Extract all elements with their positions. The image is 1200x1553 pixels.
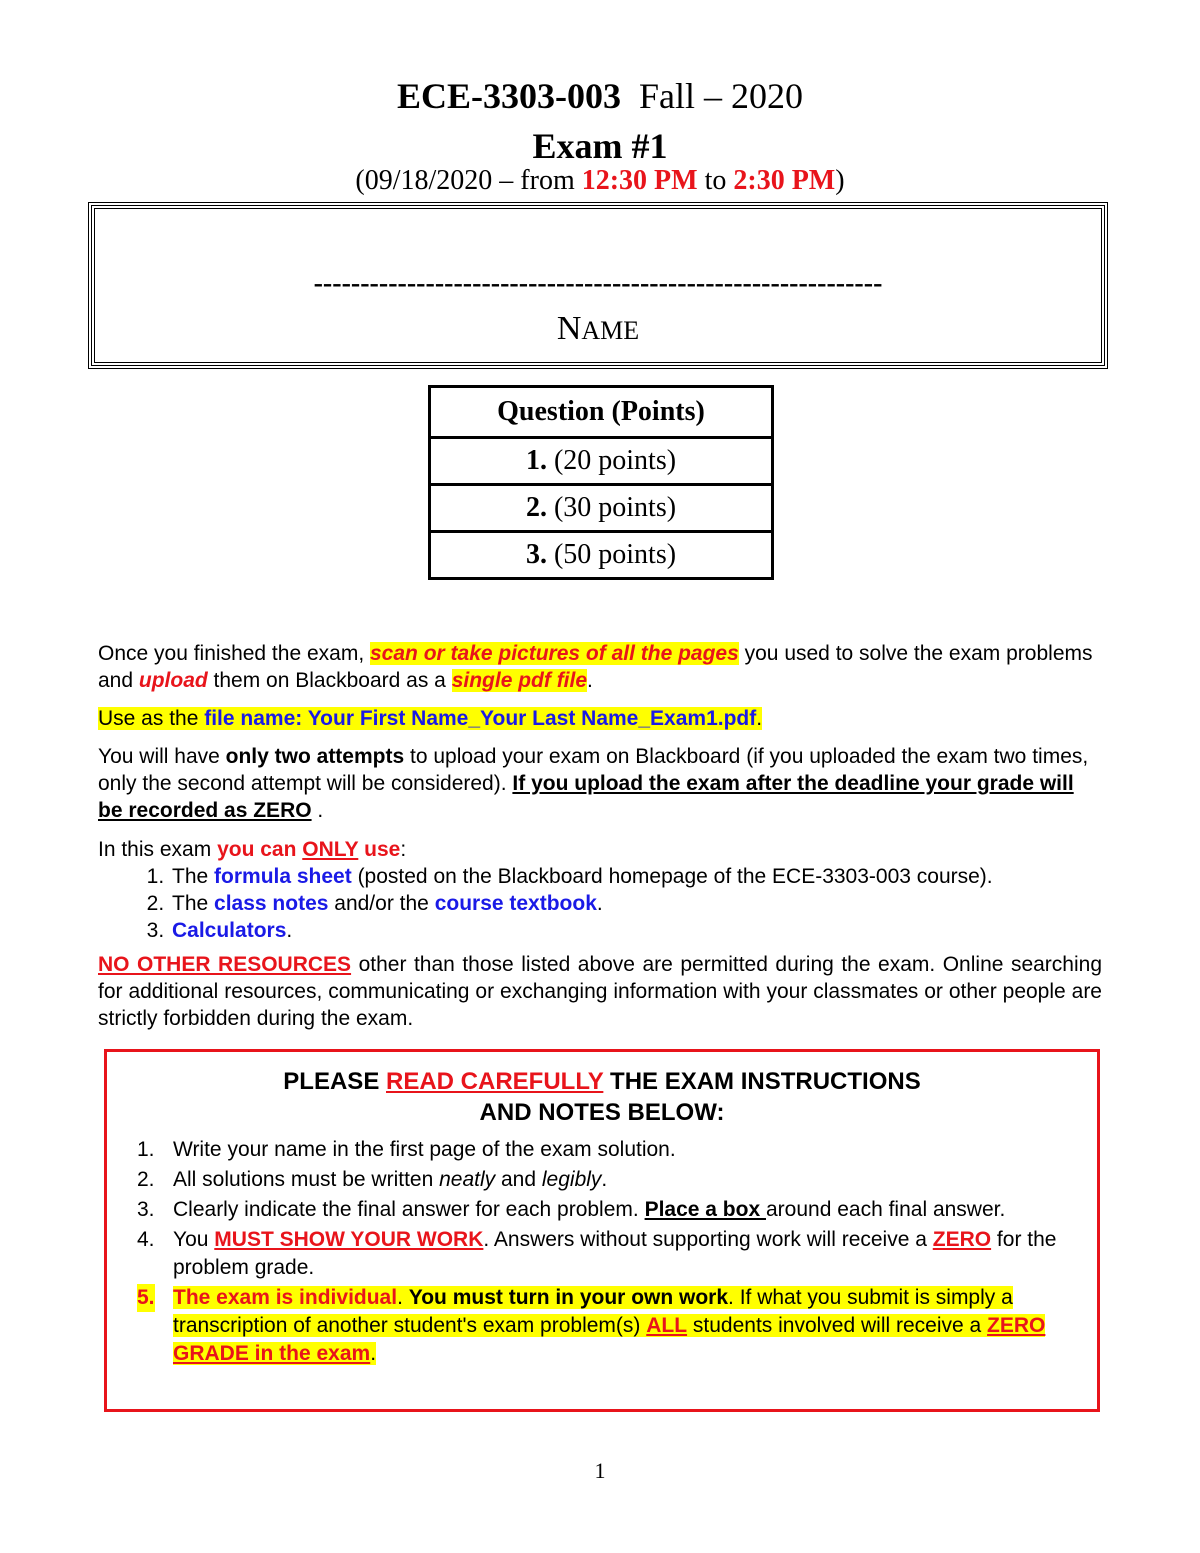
date-close: ) [835,165,845,196]
list-item: 2. The class notes and/or the course textbook. [170,890,1102,917]
name-label-first: N [556,310,582,347]
attempts-instructions: You will have only two attempts to upload your exam on Blackboard (if you uploaded the exam two times, only the second attempt will be considered). If you upload the exam after the deadline your grade will be recorded as ZERO . [98,745,1089,822]
allowed-list [98,863,1102,944]
scan-highlight: scan or take pictures of all the pages [370,642,739,665]
only-word: ONLY [302,838,359,861]
list-item: 4. You MUST SHOW YOUR WORK. Answers without supporting work will receive a ZERO for the problem grade. [137,1228,1057,1279]
question-number: 3. [525,539,547,570]
file-name-instructions: Use as the file name: Your First Name_Your Last Name_Exam1.pdf. [98,707,763,730]
table-row [430,485,773,532]
start-time: 12:30 PM [581,165,698,196]
table-row [430,438,773,485]
table-row [430,532,773,579]
list-item: 3. Clearly indicate the final answer for each problem. Place a box around each final answer. [137,1198,1006,1221]
instructions-title: PLEASE READ CAREFULLY THE EXAM INSTRUCTIONS AND NOTES BELOW: [283,1068,921,1126]
end-time: 2:30 PM [733,165,836,196]
to-text: to [697,165,734,196]
upload-instructions: Once you finished the exam, scan or take pictures of all the pages you used to solve the exam problems and upload them on Blackboard as a single pdf file. [98,642,1093,692]
upload-word: upload [138,669,208,692]
exam-date-time [0,163,1200,199]
name-label [95,309,1101,351]
points-table-header: Question (Points) [430,387,773,438]
exam-date: (09/18/2020 – from [355,165,582,196]
deadline-warning: If you upload the exam after the deadline your grade will be recorded as ZERO [98,772,1074,822]
question-number: 1. [525,445,547,476]
exam-title: Exam #1 [532,126,668,166]
course-term: Fall – 2020 [638,76,803,116]
list-item: 2. All solutions must be written neatly and legibly. [137,1168,608,1191]
name-line: ------------------------------------------------------------- [313,268,883,299]
instructions-list [137,1136,1097,1370]
instructions-box [104,1049,1100,1412]
course-code: ECE-3303-003 [396,76,621,116]
no-other-resources: NO OTHER RESOURCES [98,953,352,976]
list-item: 1. Write your name in the first page of the exam solution. [137,1138,676,1161]
question-points: (20 points) [546,445,677,476]
question-points: (50 points) [546,539,677,570]
question-number: 2. [525,492,547,523]
question-points: (30 points) [546,492,677,523]
read-carefully: READ CAREFULLY [386,1068,604,1095]
list-item: 3. Calculators. [170,917,1102,944]
page-number: 1 [594,1458,606,1483]
allowed-resources: In this exam you can ONLY use: 1. The formula sheet (posted on the Blackboard homepage of the ECE-3303-003 course). 2. The class notes and/or the course textbook. 3. Calculators. [98,836,1102,944]
two-attempts: only two attempts [225,745,405,768]
name-box [91,205,1105,366]
file-name-format: file name: Your First Name_Your Last Name_Exam1.pdf [204,707,757,730]
points-table [428,385,774,580]
list-item: 1. The formula sheet (posted on the Blackboard homepage of the ECE-3303-003 course). [170,863,1102,890]
list-item: 5. The exam is individual. You must turn in your own work. If what you submit is simply a transcription of another student's exam problem(s) ALL students involved will receive a ZERO GRADE in the exam. [137,1286,1046,1365]
course-title [0,74,1200,118]
resources-warning: NO OTHER RESOURCES other than those listed above are permitted during the exam. Online searching for additional resources, communicating or exchanging information with your classmates or other people are strictly forbidden during the exam. [98,953,1102,1030]
name-label-rest: AME [581,316,640,345]
single-pdf-highlight: single pdf file [451,669,588,692]
